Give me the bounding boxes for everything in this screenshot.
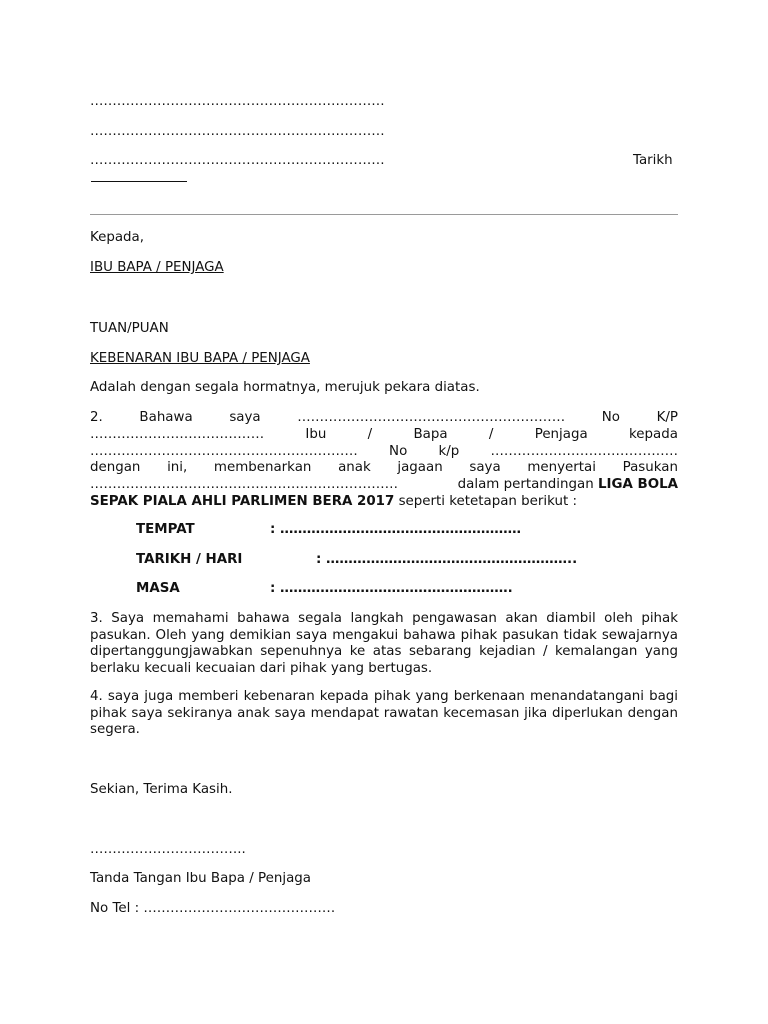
league-name-part2: SEPAK PIALA AHLI PARLIMEN BERA 2017 <box>90 494 395 509</box>
para2-word: kepada <box>629 427 678 442</box>
signature-line: …………………………….. <box>90 842 246 857</box>
para2-line-5 <box>90 477 678 492</box>
para2-word: …………………………………… <box>490 444 678 459</box>
para2-word: saya <box>229 410 261 425</box>
tarikh-hari-value: : ……………………………………………….. <box>316 552 578 567</box>
masa-label: MASA <box>136 581 180 596</box>
para2-word: ………………………………… <box>90 427 265 442</box>
tempat-label: TEMPAT <box>136 522 195 537</box>
para2-word: Bahawa <box>139 410 193 425</box>
closing: Sekian, Terima Kasih. <box>90 782 233 797</box>
phone-number-field: No Tel : ……………………………………. <box>90 901 336 916</box>
para2-word: membenarkan <box>213 460 312 475</box>
para2-word: k/p <box>438 444 460 459</box>
para2-word: ini, <box>167 460 188 475</box>
paragraph-4: 4. saya juga memberi kebenaran kepada pihak yang berkenaan menandatangani bagi pihak saya sekiranya anak saya mendapat rawatan kecemasan jika diperlukan dengan segera. <box>90 689 678 738</box>
para2-word: Ibu <box>305 427 327 442</box>
tarikh-hari-label: TARIKH / HARI <box>136 552 243 567</box>
sender-address-line-3: ………………………………………………………… <box>90 153 385 168</box>
para2-word: K/P <box>656 410 678 425</box>
para2-word: anak <box>338 460 371 475</box>
para2-comp-text <box>458 477 678 492</box>
para2-comp-prefix: dalam pertandingan <box>457 477 594 492</box>
date-label: Tarikh <box>633 153 673 168</box>
para2-team-dots: …………………………………………………………… <box>90 477 398 492</box>
para2-word: No <box>601 410 620 425</box>
para2-word: / <box>488 427 494 442</box>
recipient-name: IBU BAPA / PENJAGA <box>90 260 224 275</box>
para2-line-2 <box>90 427 678 442</box>
para2-word: …………………………………………………… <box>90 444 358 459</box>
para2-line-3 <box>90 444 678 459</box>
salutation: TUAN/PUAN <box>90 321 169 336</box>
para2-word: …………………………………………………… <box>297 410 566 425</box>
tempat-value: : ……………………………………………… <box>270 522 522 537</box>
header-divider <box>90 214 678 215</box>
para2-word: Bapa <box>413 427 448 442</box>
para2-word: menyertai <box>527 460 596 475</box>
para2-line-6-text: seperti ketetapan berikut : <box>394 494 577 509</box>
para2-line-1 <box>90 410 678 425</box>
subject-title: KEBENARAN IBU BAPA / PENJAGA <box>90 351 310 366</box>
signature-label: Tanda Tangan Ibu Bapa / Penjaga <box>90 871 311 886</box>
para2-word: jagaan <box>397 460 443 475</box>
opening-paragraph: Adalah dengan segala hormatnya, merujuk pekara diatas. <box>90 380 480 395</box>
paragraph-3: 3. Saya memahami bahawa segala langkah pengawasan akan diambil oleh pihak pasukan. Oleh yang demikian saya mengakui bahawa pihak pasukan tidak sewajarnya dipertanggungjawabkan sepenuhnya ke atas sebarang kejadian / kemalangan yang berlaku kecuali kecuaian dari pihak yang bertugas. <box>90 611 678 676</box>
para2-word: 2. <box>90 410 103 425</box>
para2-word: saya <box>469 460 501 475</box>
para2-word: Pasukan <box>622 460 678 475</box>
para2-line-4 <box>90 460 678 475</box>
league-name-part1: LIGA BOLA <box>597 477 678 492</box>
sender-address-line-2: ………………………………………………………… <box>90 124 385 139</box>
para2-line-6 <box>90 494 577 509</box>
masa-value: : ……………………………………………. <box>270 581 513 596</box>
recipient-greeting: Kepada, <box>90 230 145 245</box>
para2-word: dengan <box>90 460 141 475</box>
sender-address-line-1: ………………………………………………………… <box>90 94 385 109</box>
para2-word: / <box>367 427 373 442</box>
date-blank-line <box>91 181 187 182</box>
para2-word: Penjaga <box>534 427 588 442</box>
para2-word: No <box>389 444 408 459</box>
